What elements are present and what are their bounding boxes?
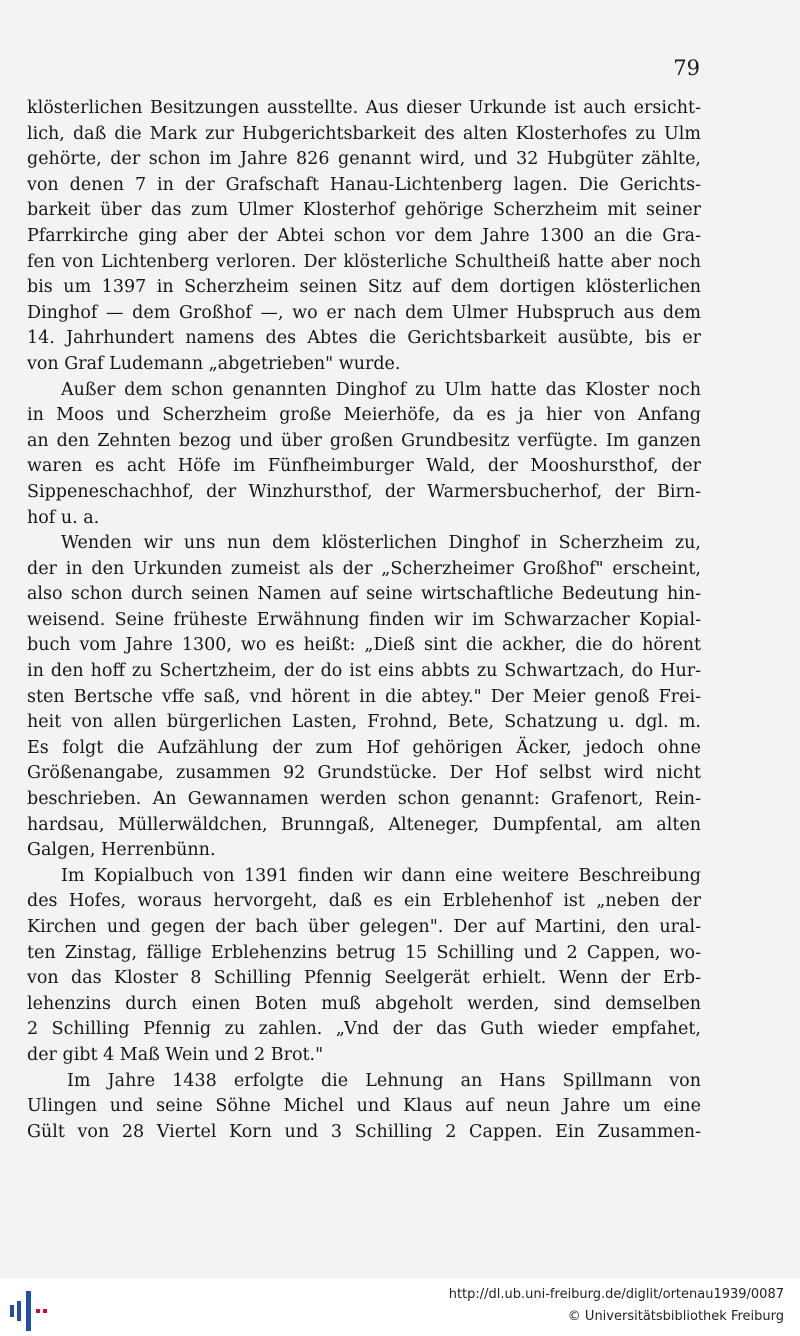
text-line: Gült von 28 Viertel Korn und 3 Schilling 2 Cappen. Ein Zusammen- (27, 1121, 701, 1142)
text-line: in Moos und Scherzheim große Meierhöfe, da es ja hier von Anfang (27, 405, 701, 426)
text-line: Pfarrkirche ging aber der Abtei schon vor dem Jahre 1300 an die Gra- (27, 225, 701, 246)
text-line: 14. Jahrhundert namens des Abtes die Gerichtsbarkeit ausübte, bis er (27, 328, 701, 349)
text-line: lehenzins durch einen Boten muß abgeholt werden, sind demselben (27, 993, 701, 1014)
text-line: heit von allen bürgerlichen Lasten, Frohnd, Bete, Schatzung u. dgl. m. (27, 712, 701, 733)
text-line: in den hoff zu Schertzheim, der do ist eins abbts zu Schwartzach, do Hur- (27, 661, 701, 682)
text-line: barkeit über das zum Ulmer Klosterhof gehörige Scherzheim mit seiner (27, 200, 701, 221)
viewer-footer (0, 1279, 800, 1336)
text-line: buch vom Jahre 1300, wo es heißt: „Dieß sint die ackher, die do hörent (27, 635, 701, 656)
text-line: bis um 1397 in Scherzheim seinen Sitz auf dem dortigen klösterlichen (27, 277, 701, 298)
text-line: gehörte, der schon im Jahre 826 genannt wird, und 32 Hubgüter zählte, (27, 149, 701, 170)
text-line: der gibt 4 Maß Wein und 2 Brot." (27, 1044, 324, 1065)
text-line: von Graf Ludemann „abgetrieben" wurde. (27, 353, 401, 374)
text-line: Außer dem schon genannten Dinghof zu Ulm hatte das Kloster noch (61, 379, 701, 400)
text-line: des Hofes, woraus hervorgeht, daß es ein Erblehenhof ist „neben der (27, 891, 701, 912)
text-line: Galgen, Herrenbünn. (27, 840, 216, 861)
copyright-notice: © Universitätsbibliothek Freiburg (567, 1309, 784, 1324)
text-line: Im Kopialbuch von 1391 finden wir dann eine weitere Beschreibung (61, 865, 701, 886)
body-text (27, 96, 701, 1145)
text-line: also schon durch seinen Namen auf seine wirtschaftliche Bedeutung hin- (27, 584, 701, 605)
text-line: hardsau, Müllerwäldchen, Brunngaß, Alteneger, Dumpfental, am alten (27, 814, 701, 835)
page-number: 79 (673, 56, 700, 80)
text-line: Größenangabe, zusammen 92 Grundstücke. Der Hof selbst wird nicht (27, 763, 701, 784)
text-line: lich, daß die Mark zur Hubgerichtsbarkeit des alten Klosterhofes zu Ulm (27, 123, 701, 144)
text-line: Ulingen und seine Söhne Michel und Klaus auf neun Jahre um eine (27, 1096, 701, 1117)
text-line: von denen 7 in der Grafschaft Hanau-Lichtenberg lagen. Die Gerichts- (27, 174, 701, 195)
text-line: waren es acht Höfe im Fünfheimburger Wald, der Mooshursthof, der (27, 456, 701, 477)
text-line: Wenden wir uns nun dem klösterlichen Dinghof in Scherzheim zu, (61, 533, 701, 554)
library-logo-icon (8, 1291, 52, 1331)
text-line: Sippeneschachhof, der Winzhursthof, der Warmersbucherhof, der Birn- (27, 481, 701, 502)
source-url-link[interactable]: http://dl.ub.uni-freiburg.de/diglit/ortenau1939/0087 (448, 1287, 784, 1302)
text-line: klösterlichen Besitzungen ausstellte. Aus dieser Urkunde ist auch ersicht- (27, 98, 701, 118)
text-line: Dinghof — dem Großhof —, wo er nach dem Ulmer Hubspruch aus dem (27, 302, 701, 323)
text-line: von das Kloster 8 Schilling Pfennig Seelgerät erhielt. Wenn der Erb- (27, 968, 701, 989)
text-line: 2 Schilling Pfennig zu zahlen. „Vnd der das Guth wieder empfahet, (27, 1019, 701, 1040)
text-line: fen von Lichtenberg verloren. Der klösterliche Schultheiß hatte aber noch (27, 251, 701, 272)
text-line: Kirchen und gegen der bach über gelegen". Der auf Martini, den ural- (27, 917, 701, 937)
text-line: ten Zinstag, fällige Erblehenzins betrug 15 Schilling und 2 Cappen, wo- (27, 942, 701, 963)
text-line: weisend. Seine früheste Erwähnung finden wir im Schwarzacher Kopial- (27, 609, 701, 630)
text-line: hof u. a. (27, 507, 100, 528)
text-line: Es folgt die Aufzählung der zum Hof gehörigen Äcker, jedoch ohne (27, 737, 701, 758)
text-line: sten Bertsche vffe saß, vnd hörent in die abtey." Der Meier genoß Frei- (27, 686, 701, 707)
text-line: beschrieben. An Gewannamen werden schon genannt: Grafenort, Rein- (27, 789, 701, 810)
text-line: an den Zehnten bezog und über großen Grundbesitz verfügte. Im ganzen (27, 430, 701, 451)
text-line: Im Jahre 1438 erfolgte die Lehnung an Hans Spillmann von (67, 1070, 701, 1091)
text-line: der in den Urkunden zumeist als der „Scherzheimer Großhof" erscheint, (27, 558, 701, 579)
